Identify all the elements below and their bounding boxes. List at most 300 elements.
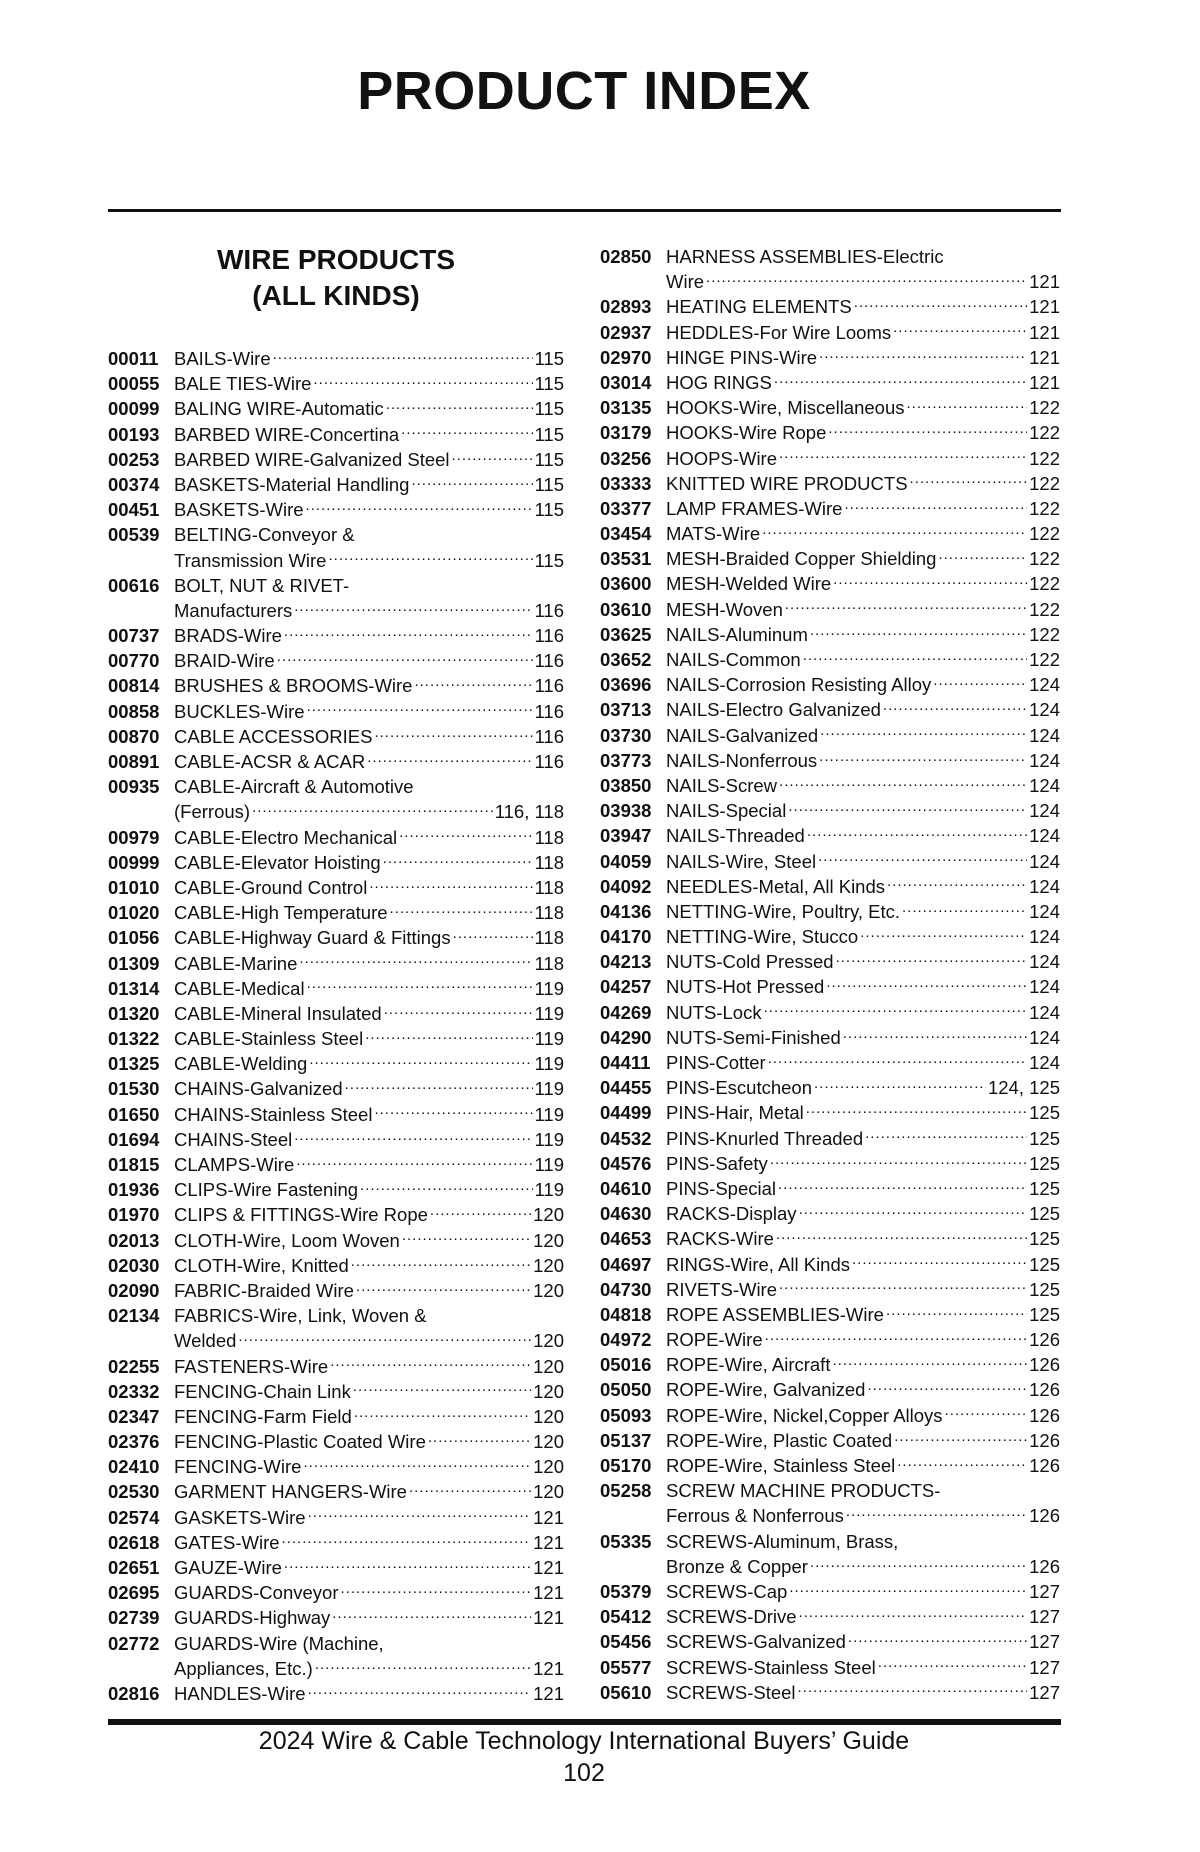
product-code: 02530 [108,1481,160,1503]
product-description: SCREWS-Steel [666,1681,796,1703]
index-entry [600,748,1060,773]
index-entry [600,1100,1060,1125]
dot-leader [284,1556,531,1575]
page-reference: 121 [533,1607,564,1629]
index-entry-line [600,622,1060,647]
page-reference: 124 [1029,724,1060,746]
index-entry [600,244,1060,294]
dot-leader [789,1579,1027,1598]
section-heading-line-2: (ALL KINDS) [252,280,420,311]
index-entry-line [600,1377,1060,1402]
page-reference: 122 [1029,472,1060,494]
index-entry-line [600,773,1060,798]
product-description: PINS-Safety [666,1152,768,1174]
dot-leader [306,498,533,517]
product-description: GUARDS-Wire (Machine, [174,1632,384,1654]
product-code: 02030 [108,1254,160,1276]
product-code: 01650 [108,1103,160,1125]
product-description: HOOKS-Wire Rope [666,422,827,444]
product-code: 00891 [108,751,160,772]
product-code: 00935 [108,776,160,798]
dot-leader [945,1403,1028,1422]
product-description: PINS-Escutcheon [666,1077,813,1099]
dot-leader [453,926,533,945]
dot-leader [848,1630,1027,1649]
dot-leader [360,1178,532,1197]
dot-leader [308,1505,532,1524]
product-code: 04269 [600,1001,652,1023]
index-entry-line [600,1025,1060,1050]
product-code: 02134 [108,1305,160,1327]
page-reference: 124 [1029,674,1060,696]
page-reference: 121 [1029,271,1060,293]
product-code: 01694 [108,1128,160,1150]
product-code: 03454 [600,523,652,545]
index-entry-line [108,673,564,698]
page-reference: 124 [1029,900,1060,922]
index-entry-line [600,1000,1060,1025]
product-code: 02739 [108,1607,160,1629]
product-description: BELTING-Conveyor & [174,524,355,546]
page-reference: 119 [534,1179,564,1201]
index-entry-line [108,623,564,648]
index-entry [108,850,564,875]
product-code: 01322 [108,1028,160,1050]
index-entry [600,1655,1060,1680]
index-entry [108,1681,564,1706]
index-entry-line [600,874,1060,899]
index-entry [108,371,564,396]
product-code: 02410 [108,1456,160,1478]
index-entry [600,723,1060,748]
index-entry [108,825,564,850]
index-entry-line [108,447,564,472]
page-reference: 121 [533,1531,564,1553]
product-description: ROPE-Wire, Nickel,Copper Alloys [666,1404,943,1426]
product-description: CABLE-Stainless Steel [174,1028,364,1050]
dot-leader [910,471,1028,490]
page-reference: 122 [1029,623,1060,645]
index-entry-line [108,1631,564,1656]
product-code: 04653 [600,1228,652,1250]
product-code: 05093 [600,1404,652,1426]
page-reference: 125 [1029,1102,1060,1124]
product-code: 00451 [108,499,160,521]
dot-leader [894,1428,1027,1447]
product-description: RIVETS-Wire [666,1278,777,1300]
index-entry-line [108,1354,564,1379]
page-reference: 120 [533,1380,564,1402]
index-entry [108,1177,564,1202]
index-entry-line [600,1126,1060,1151]
index-entry [600,1352,1060,1377]
bottom-rule [108,1719,1061,1725]
dot-leader [770,1151,1027,1170]
index-entry-line [600,1554,1060,1579]
product-description: PINS-Knurled Threaded [666,1127,864,1149]
dot-leader [706,270,1027,289]
page-reference: 120 [533,1204,564,1226]
index-entry [600,773,1060,798]
product-description: CLOTH-Wire, Knitted [174,1254,349,1276]
page-reference: 125 [1029,1303,1060,1325]
page-reference: 122 [1029,397,1060,419]
index-entry [600,1151,1060,1176]
dot-leader [401,422,532,441]
page-reference: 120 [533,1355,564,1377]
product-description: CLOTH-Wire, Loom Woven [174,1229,400,1251]
page-reference: 116 [534,751,564,772]
dot-leader [384,1001,533,1020]
index-entry-line [600,1503,1060,1528]
product-description: CHAINS-Stainless Steel [174,1103,373,1125]
product-description: PINS-Cotter [666,1052,766,1073]
product-description: FASTENERS-Wire [174,1355,329,1377]
index-entry [600,1403,1060,1428]
page-reference: 116 [534,625,564,647]
product-description: MESH-Braided Copper Shielding [666,548,937,570]
index-entry-line [108,1429,564,1454]
index-entry-line [108,1202,564,1227]
product-code: 05016 [600,1354,652,1376]
product-code: 03947 [600,825,652,847]
product-description: ROPE-Wire, Galvanized [666,1379,866,1401]
product-description: HANDLES-Wire [174,1682,306,1704]
index-entry [600,1604,1060,1629]
index-entry [600,1680,1060,1705]
dot-leader [273,347,533,366]
product-description: Transmission Wire [174,549,327,571]
product-description: NAILS-Aluminum [666,623,808,645]
index-entry [108,724,564,749]
index-entry-line [108,1454,564,1479]
page-number: 102 [563,1759,605,1787]
index-entry-line [108,472,564,497]
page-reference: 124 [1029,1052,1060,1073]
page-reference: 126 [1029,1354,1060,1376]
page-reference: 122 [1029,497,1060,519]
index-entry-line [600,1680,1060,1705]
index-entry-line [600,1352,1060,1377]
page-reference: 119 [534,977,564,999]
index-entry-line [108,497,564,522]
dot-leader [402,1228,531,1247]
product-code: 02574 [108,1506,160,1528]
page-reference: 121 [1029,296,1060,318]
product-code: 01314 [108,977,160,999]
index-entry-line [108,1076,564,1101]
dot-leader [887,874,1027,893]
product-description: LAMP FRAMES-Wire [666,497,843,519]
product-description: GAUZE-Wire [174,1557,282,1578]
page-title: PRODUCT INDEX [357,61,811,121]
index-entry [600,1201,1060,1226]
product-code: 03377 [600,497,652,519]
index-entry [108,951,564,976]
index-entry [600,924,1060,949]
dot-leader [818,849,1027,868]
page-reference: 127 [1029,1631,1060,1653]
page-reference: 119 [534,1078,564,1100]
dot-leader [902,899,1027,918]
product-code: 04455 [600,1077,652,1099]
index-entry [108,1429,564,1454]
product-code: 04499 [600,1102,652,1124]
index-entry-line [600,823,1060,848]
page-reference: 115 [534,423,564,445]
dot-leader [762,522,1027,541]
index-entry [108,749,564,774]
index-entry-line [108,774,564,799]
page-reference: 125 [1029,1152,1060,1174]
product-code: 01530 [108,1078,160,1100]
page-reference: 121 [1029,346,1060,368]
product-code: 03179 [600,422,652,444]
product-code: 03938 [600,800,652,822]
index-entry [108,673,564,698]
dot-leader [846,1504,1027,1523]
page-reference: 120 [533,1456,564,1478]
index-entry [108,1580,564,1605]
product-code: 02332 [108,1380,160,1402]
product-code: 00193 [108,423,160,445]
dot-leader [399,825,532,844]
page-reference: 120 [533,1254,564,1276]
index-entry [600,1579,1060,1604]
page-reference: 125 [1029,1253,1060,1275]
dot-leader [277,649,533,668]
product-description: NAILS-Special [666,800,787,822]
dot-leader [356,1278,531,1297]
product-description: BUCKLES-Wire [174,700,305,722]
dot-leader [938,547,1027,566]
dot-leader [308,1681,532,1700]
index-entry-line [600,924,1060,949]
index-entry-line [600,1176,1060,1201]
product-code: 00253 [108,448,160,470]
index-entry-line [600,496,1060,521]
product-code: 00099 [108,398,160,420]
index-entry-line [600,1151,1060,1176]
dot-leader [452,447,533,466]
index-entry-line [108,1026,564,1051]
index-entry [600,395,1060,420]
product-code: 00374 [108,473,160,495]
index-entry [108,648,564,673]
index-entry [108,422,564,447]
product-description: NAILS-Threaded [666,825,805,847]
dot-leader [843,1025,1027,1044]
index-entry-line [600,723,1060,748]
page-reference: 125 [1029,1203,1060,1225]
index-entry [108,1303,564,1353]
product-code: 02695 [108,1582,160,1604]
index-entry [600,949,1060,974]
dot-leader [390,901,533,920]
product-description: GASKETS-Wire [174,1506,306,1528]
page-reference: 124 [1029,850,1060,872]
product-code: 00858 [108,700,160,722]
dot-leader [878,1655,1027,1674]
dot-leader [826,975,1027,994]
product-description: GUARDS-Conveyor [174,1582,339,1604]
index-entry-line [600,1201,1060,1226]
product-description: NAILS-Nonferrous [666,749,818,771]
index-entry [600,1428,1060,1453]
product-code: 02651 [108,1557,160,1578]
index-entry-line [108,1656,564,1681]
index-entry [600,320,1060,345]
dot-leader [779,773,1027,792]
dot-leader [883,698,1027,717]
dot-leader [820,723,1027,742]
index-entry-line [600,1453,1060,1478]
dot-leader [768,1051,1027,1070]
product-code: 02850 [600,246,652,267]
product-code: 03730 [600,724,652,746]
dot-leader [810,622,1027,641]
index-entry-line [108,1505,564,1530]
product-code: 04610 [600,1177,652,1199]
page-reference: 126 [1029,1505,1060,1527]
index-entry-line [108,925,564,950]
index-entry [108,623,564,648]
index-entry [600,571,1060,596]
product-code: 03696 [600,674,652,696]
index-entry [108,1026,564,1051]
index-entry [600,521,1060,546]
index-entry-line [600,1277,1060,1302]
dot-leader [411,472,532,491]
dot-leader [328,548,532,567]
product-code: 02013 [108,1229,160,1251]
dot-leader [867,1378,1027,1397]
index-entry [108,1354,564,1379]
index-entry-line [108,1328,564,1353]
page-reference: 116, 118 [494,801,564,823]
product-description: MATS-Wire [666,523,761,545]
page-reference: 115 [534,373,564,395]
product-description: CLIPS & FITTINGS-Wire Rope [174,1204,428,1226]
page-reference: 122 [1029,422,1060,444]
index-entry-line [600,1403,1060,1428]
page-reference: 118 [534,952,564,974]
index-entry [600,1252,1060,1277]
index-entry [600,294,1060,319]
dot-leader [779,446,1027,465]
dot-leader [836,950,1028,969]
page-reference: 115 [534,549,564,571]
index-entry-line [600,597,1060,622]
index-entry [600,1478,1060,1528]
index-entry [600,1000,1060,1025]
page-reference: 121 [533,1682,564,1704]
product-description: RACKS-Display [666,1203,797,1225]
index-entry-line [600,420,1060,445]
product-code: 02772 [108,1632,160,1654]
index-entry [600,496,1060,521]
dot-leader [332,1606,531,1625]
product-code: 04730 [600,1278,652,1300]
product-description: Bronze & Copper [666,1555,808,1577]
index-entry-line [108,900,564,925]
product-code: 02347 [108,1405,160,1427]
index-entry-line [600,697,1060,722]
product-description: HINGE PINS-Wire [666,346,818,368]
dot-leader [315,1656,531,1675]
index-entry-line [108,699,564,724]
page-reference: 118 [534,902,564,924]
product-description: BAILS-Wire [174,348,271,369]
product-code: 05170 [600,1455,652,1476]
product-description: FENCING-Farm Field [174,1405,352,1427]
dot-leader [776,1227,1027,1246]
product-code: 01309 [108,952,160,974]
index-entry [108,1228,564,1253]
product-code: 02937 [600,321,652,343]
index-entry [600,1529,1060,1579]
index-entry [600,446,1060,471]
dot-leader [828,421,1027,440]
page-reference: 126 [1029,1329,1060,1351]
product-description: BALE TIES-Wire [174,373,312,395]
index-entry-line [600,748,1060,773]
product-code: 01056 [108,927,160,949]
page-reference: 118 [534,826,564,848]
product-code: 03135 [600,397,652,419]
product-code: 02893 [600,296,652,318]
product-code: 00999 [108,851,160,873]
index-entry-line [108,1379,564,1404]
dot-leader [764,1000,1028,1019]
product-description: CABLE-ACSR & ACAR [174,751,366,772]
product-description: Ferrous & Nonferrous [666,1505,844,1527]
index-entry [108,699,564,724]
product-description: NAILS-Galvanized [666,724,819,746]
product-description: Manufacturers [174,599,293,621]
index-entry [600,1176,1060,1201]
index-entry [600,420,1060,445]
index-entry [108,1127,564,1152]
product-code: 03610 [600,598,652,620]
dot-leader [854,295,1027,314]
index-entry-line [108,422,564,447]
index-entry [600,1025,1060,1050]
page-reference: 124 [1029,699,1060,721]
page-reference: 119 [534,1128,564,1150]
page-reference: 124 [1029,1026,1060,1048]
dot-leader [284,624,533,643]
index-entry-line [108,1001,564,1026]
index-entry [600,345,1060,370]
dot-leader [365,1027,532,1046]
index-entry [600,849,1060,874]
index-entry [600,1629,1060,1654]
index-entry-line [108,799,564,824]
product-description: (Ferrous) [174,801,251,823]
product-description: SCREW MACHINE PRODUCTS- [666,1480,941,1502]
product-description: MESH-Welded Wire [666,573,832,595]
index-entry-line [600,471,1060,496]
index-entry-line [108,1681,564,1706]
page-reference: 127 [1029,1606,1060,1628]
index-entry-line [108,573,564,598]
index-entry-line [108,1580,564,1605]
product-code: 03850 [600,774,652,796]
dot-leader [353,1379,531,1398]
page-reference: 120 [533,1431,564,1453]
product-description: CHAINS-Steel [174,1128,293,1150]
